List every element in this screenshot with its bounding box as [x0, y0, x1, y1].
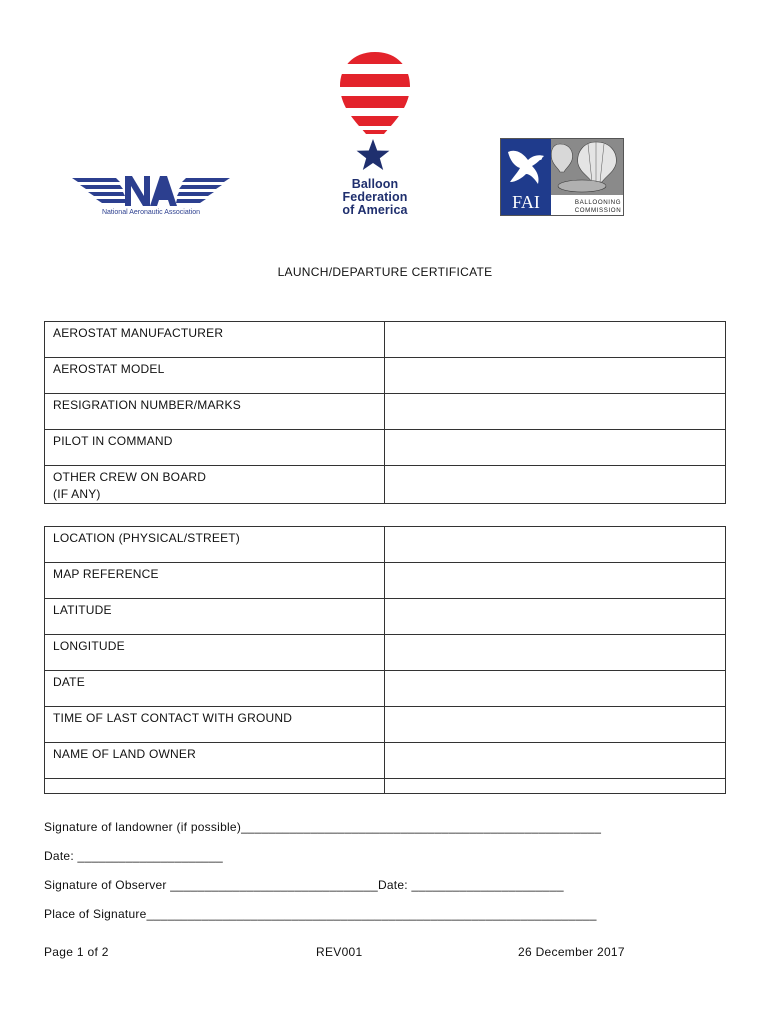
location-field[interactable]: [385, 527, 726, 563]
fai-logo: [500, 138, 624, 216]
table-row: [45, 779, 726, 794]
table-row: [45, 563, 726, 599]
pilot-in-command-field[interactable]: [385, 430, 726, 466]
last-contact-time-field[interactable]: [385, 707, 726, 743]
table-row: [45, 394, 726, 430]
table-row: [45, 635, 726, 671]
fai-commission-line-1: BALLOONING: [574, 199, 622, 206]
table-row: [45, 430, 726, 466]
land-owner-field[interactable]: [385, 743, 726, 779]
observer-date-field[interactable]: Date: ______________________: [377, 878, 564, 892]
place-of-signature-line[interactable]: Place of Signature_________________________________________________________________: [44, 907, 597, 921]
aerostat-model-field[interactable]: [385, 358, 726, 394]
bfa-logo: [330, 50, 420, 218]
table-row: [45, 707, 726, 743]
row-label: RESIGRATION NUMBER/MARKS: [45, 394, 385, 430]
latitude-field[interactable]: [385, 599, 726, 635]
balloon-star-icon: [330, 50, 420, 170]
map-reference-field[interactable]: [385, 563, 726, 599]
revision-label: REV001: [316, 945, 363, 959]
longitude-field[interactable]: [385, 635, 726, 671]
landowner-signature-line[interactable]: Signature of landowner (if possible)____________________________________________________: [44, 820, 602, 834]
row-label: [45, 466, 385, 504]
row-label: LOCATION (PHYSICAL/STREET): [45, 527, 385, 563]
table-row: [45, 322, 726, 358]
row-label-line-2: (IF ANY): [53, 487, 101, 501]
bfa-line-3: of America: [342, 203, 408, 217]
fai-text: FAI: [512, 192, 540, 212]
row-label: AEROSTAT MODEL: [45, 358, 385, 394]
fai-commission-line-2: COMMISSION: [574, 207, 622, 214]
observer-signature-field[interactable]: Signature of Observer ______________________________: [44, 878, 378, 892]
row-label: PILOT IN COMMAND: [45, 430, 385, 466]
observer-signature-line: [44, 878, 564, 892]
aerostat-manufacturer-field[interactable]: [385, 322, 726, 358]
table-row: [45, 743, 726, 779]
table-row: [45, 358, 726, 394]
extra-row-label[interactable]: [45, 779, 385, 794]
row-label: AEROSTAT MANUFACTURER: [45, 322, 385, 358]
registration-number-field[interactable]: [385, 394, 726, 430]
aerostat-table: [44, 321, 726, 504]
row-label-line-1: OTHER CREW ON BOARD: [53, 470, 207, 484]
document-title: LAUNCH/DEPARTURE CERTIFICATE: [277, 265, 493, 279]
bfa-line-1: Balloon: [351, 177, 399, 191]
row-label: DATE: [45, 671, 385, 707]
other-crew-field[interactable]: [385, 466, 726, 504]
naa-logo: [70, 172, 232, 218]
row-label: LATITUDE: [45, 599, 385, 635]
naa-subtext: National Aeronautic Association: [101, 209, 201, 216]
row-label: MAP REFERENCE: [45, 563, 385, 599]
page-number: Page 1 of 2: [44, 945, 109, 959]
table-row: [45, 527, 726, 563]
table-row: [45, 599, 726, 635]
footer-date: 26 December 2017: [518, 945, 625, 959]
table-row: [45, 466, 726, 504]
bfa-line-2: Federation: [342, 190, 408, 204]
extra-row-field[interactable]: [385, 779, 726, 794]
table-row: [45, 671, 726, 707]
date-field[interactable]: [385, 671, 726, 707]
location-table: [44, 526, 726, 794]
row-label: NAME OF LAND OWNER: [45, 743, 385, 779]
row-label: LONGITUDE: [45, 635, 385, 671]
row-label: TIME OF LAST CONTACT WITH GROUND: [45, 707, 385, 743]
date-line[interactable]: Date: _____________________: [44, 849, 223, 863]
